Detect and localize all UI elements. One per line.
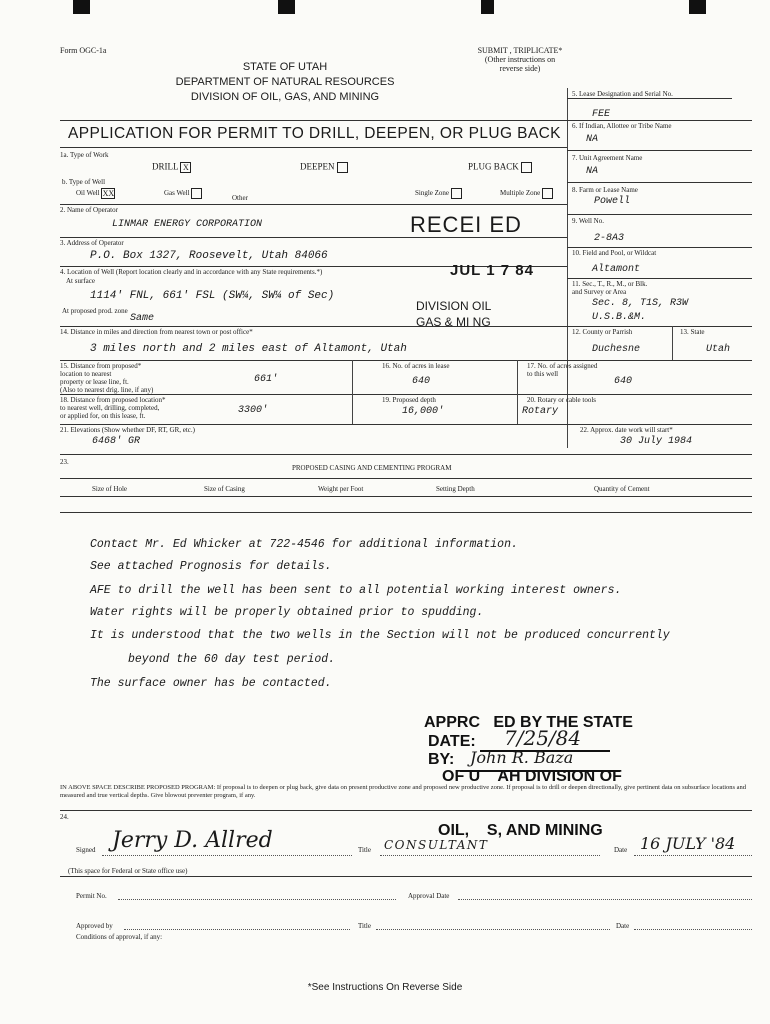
deepen-option[interactable]: [300, 162, 348, 173]
unit-agreement-value: NA: [586, 166, 599, 177]
well-no-label: 9. Well No.: [572, 217, 604, 225]
field-pool-value: Altamont: [592, 264, 641, 275]
received-stamp-word: RECEI ED: [410, 212, 522, 237]
multiple-zone-label: Multiple Zone: [500, 189, 541, 198]
office-use-label: (This space for Federal or State office use): [68, 867, 188, 875]
col-size-of-casing: Size of Casing: [204, 485, 245, 493]
prod-zone-value: Same: [130, 313, 155, 324]
distance-label: 14. Distance in miles and direction from nearest town or post office*: [60, 328, 253, 336]
f18-label-line3: or applied for, on this lease, ft.: [60, 412, 146, 420]
operator-value: LINMAR ENERGY CORPORATION: [112, 219, 263, 230]
approval-date-field-label: Approval Date: [408, 892, 450, 900]
agency-state: STATE OF UTAH: [242, 61, 328, 73]
at-surface-value: 1114' FNL, 661' FSL (SW¼, SW¼ of Sec): [90, 290, 335, 302]
county-value: Duchesne: [592, 344, 641, 355]
sec-township-label: [572, 280, 647, 296]
sec-township-value-line1: Sec. 8, T1S, R3W: [592, 298, 689, 309]
sec-township-value: [592, 297, 688, 325]
unit-agreement-label: 7. Unit Agreement Name: [572, 154, 643, 162]
plug-back-label: PLUG BACK: [468, 161, 519, 172]
f15-label-line3: property or lease line, ft.: [60, 378, 129, 386]
approval-by-label: BY:: [428, 751, 455, 768]
f21-label: 21. Elevations (Show whether DF, RT, GR, etc.): [60, 426, 195, 434]
approved-by-label: Approved by: [76, 922, 113, 930]
f18-label-line2: to nearest well, drilling, completed,: [60, 404, 160, 412]
approval-date-value: 7/25/84: [504, 726, 582, 750]
f21-value: 6468' GR: [92, 436, 141, 447]
f24-number: 24.: [60, 813, 69, 821]
county-label: 12. County or Parrish: [572, 328, 633, 336]
indian-allottee-value: NA: [586, 134, 599, 145]
sec-township-label-line1: 11. Sec., T., R., M., or Blk.: [572, 280, 648, 288]
note-line: Water rights will be properly obtained prior to spudding.: [90, 606, 484, 619]
f16-value: 640: [412, 376, 431, 387]
submit-line3: reverse side): [499, 64, 541, 73]
field-pool-label: 10. Field and Pool, or Wildcat: [572, 249, 657, 257]
col-setting-depth: Setting Depth: [436, 485, 475, 493]
col-size-of-hole: Size of Hole: [92, 485, 127, 493]
f18-label-line1: 18. Distance from proposed location*: [60, 396, 166, 404]
plug-back-checkbox[interactable]: [521, 162, 532, 173]
note-line: Contact Mr. Ed Whicker at 722-4546 for additional information.: [90, 538, 518, 551]
received-stamp-date: JUL 1 7 84: [450, 262, 534, 279]
single-zone-label: Single Zone: [415, 189, 450, 198]
plug-back-option[interactable]: [468, 162, 532, 173]
address-label: 3. Address of Operator: [60, 239, 124, 247]
footer-note: *See Instructions On Reverse Side: [307, 982, 463, 993]
oil-well-label: Oil Well: [76, 189, 100, 198]
gas-well-label: Gas Well: [164, 189, 190, 198]
drill-checkbox[interactable]: X: [180, 162, 191, 173]
prod-zone-label: At proposed prod. zone: [62, 307, 128, 315]
approval-title-label: Title: [358, 922, 371, 930]
f17-value: 640: [614, 376, 633, 387]
approval-stamp-line1: APPRC ED BY THE STATE: [424, 714, 633, 731]
f16-label: 16. No. of acres in lease: [382, 362, 450, 370]
note-line: AFE to drill the well has been sent to all potential working interest owners.: [90, 584, 622, 597]
submit-note: [450, 46, 590, 73]
received-stamp-line2: GAS & MI NG: [416, 315, 491, 329]
col-quantity-of-cement: Quantity of Cement: [594, 485, 650, 493]
field-15-label: [60, 362, 153, 394]
note-line: See attached Prognosis for details.: [90, 560, 332, 573]
oil-well-checkbox[interactable]: XX: [102, 189, 115, 198]
farm-lease-label: 8. Farm or Lease Name: [572, 186, 638, 194]
signature-value: Jerry D. Allred: [112, 828, 273, 853]
submit-line1: SUBMIT , TRIPLICATE*: [477, 46, 563, 55]
distance-value: 3 miles north and 2 miles east of Altamont, Utah: [90, 343, 407, 355]
agency-division: DIVISION OF OIL, GAS, AND MINING: [190, 91, 380, 103]
field-18-label: [60, 396, 166, 420]
type-of-work-label: 1a. Type of Work: [60, 151, 109, 159]
form-id: Form OGC-1a: [60, 46, 107, 55]
well-no-value: 2-8A3: [594, 233, 625, 244]
sec-township-label-line2: and Survey or Area: [572, 288, 627, 296]
single-zone-checkbox[interactable]: [451, 188, 462, 199]
f19-value: 16,000': [402, 406, 445, 417]
f15-label-line1: 15. Distance from proposed*: [60, 362, 142, 370]
deepen-label: DEEPEN: [300, 161, 335, 172]
above-space-instructions: IN ABOVE SPACE DESCRIBE PROPOSED PROGRAM: If proposal is to deepen or plug back, give data on present productive zone and proposed new productive zone. If proposal is to drill or deepen directionally, give pertinent data on subsurface locations and measured and true vertical depths. Give blowout preventer program, if any.: [60, 784, 747, 799]
agency-header: [160, 60, 410, 105]
f18-value: 3300': [238, 405, 269, 416]
type-of-well-label: b. Type of Well: [62, 178, 106, 186]
approval-by-signature: John R. Baza: [470, 748, 574, 767]
binding-mark: [278, 0, 295, 14]
gas-well-option[interactable]: [164, 188, 202, 199]
lease-designation-value: FEE: [592, 109, 611, 120]
title-label: Title: [358, 846, 371, 854]
f15-label-line2: location to nearest: [60, 370, 112, 378]
f17-label-line2: to this well: [527, 370, 559, 378]
sec-township-value-line2: U.S.B.&M.: [592, 312, 647, 323]
state-value: Utah: [706, 344, 731, 355]
f15-label-line4: (Also to nearest drig. line, if any): [60, 386, 154, 394]
title-value: CONSULTANT: [384, 838, 489, 852]
note-line: beyond the 60 day test period.: [128, 653, 336, 666]
approval-date-label-2: Date: [616, 922, 630, 930]
f23-number: 23.: [60, 458, 69, 466]
lease-designation-label: 5. Lease Designation and Serial No.: [572, 90, 673, 98]
gas-well-checkbox[interactable]: [191, 188, 202, 199]
f17-label-line1: 17. No. of acres assigned: [527, 362, 598, 370]
binding-mark: [481, 0, 494, 14]
oil-well-option[interactable]: [76, 188, 115, 199]
f20-value: Rotary: [522, 406, 559, 417]
received-stamp-line1: DIVISION OIL: [416, 299, 492, 313]
farm-lease-value: Powell: [594, 196, 631, 207]
permit-no-label: Permit No.: [76, 892, 107, 900]
approval-stamp-line3: OIL, S, AND MINING: [438, 822, 603, 839]
deepen-checkbox[interactable]: [337, 162, 348, 173]
approval-date-label: DATE:: [428, 733, 476, 750]
state-label: 13. State: [680, 328, 705, 336]
address-value: P.O. Box 1327, Roosevelt, Utah 84066: [90, 250, 328, 262]
date-label: Date: [614, 846, 628, 854]
f19-label: 19. Proposed depth: [382, 396, 436, 404]
f22-label: 22. Approx. date work will start*: [580, 426, 673, 434]
form-title: APPLICATION FOR PERMIT TO DRILL, DEEPEN, OR PLUG BACK: [68, 125, 561, 142]
approval-stamp: [424, 678, 633, 858]
drill-option[interactable]: [152, 162, 191, 173]
single-zone-option[interactable]: [415, 188, 462, 199]
indian-allottee-label: 6. If Indian, Allottee or Tribe Name: [572, 122, 672, 130]
binding-mark: [73, 0, 90, 14]
signed-label: Signed: [76, 846, 96, 854]
f20-label: 20. Rotary or cable tools: [527, 396, 597, 404]
approval-stamp-line2: OF U AH DIVISION OF: [442, 768, 622, 785]
submit-line2: (Other instructions on: [484, 55, 556, 64]
at-surface-label: At surface: [66, 277, 95, 285]
other-well-label: Other: [232, 194, 248, 202]
drill-label: DRILL: [152, 161, 179, 172]
binding-mark: [689, 0, 706, 14]
f17-label: [527, 362, 597, 378]
note-line: The surface owner has be contacted.: [90, 677, 332, 690]
agency-department: DEPARTMENT OF NATURAL RESOURCES: [175, 76, 395, 88]
multiple-zone-option[interactable]: [500, 188, 553, 199]
casing-program-title: PROPOSED CASING AND CEMENTING PROGRAM: [292, 464, 452, 472]
location-label: 4. Location of Well (Report location clearly and in accordance with any State requirements.*): [60, 268, 323, 276]
date-value: 16 JULY '84: [640, 834, 736, 853]
f15-value: 661': [254, 374, 279, 385]
operator-label: 2. Name of Operator: [60, 206, 118, 214]
multiple-zone-checkbox[interactable]: [542, 188, 553, 199]
conditions-label: Conditions of approval, if any:: [76, 933, 163, 941]
f22-value: 30 July 1984: [620, 436, 693, 447]
note-line: It is understood that the two wells in the Section will not be produced concurrently: [90, 629, 670, 642]
col-weight-per-foot: Weight per Foot: [318, 485, 364, 493]
